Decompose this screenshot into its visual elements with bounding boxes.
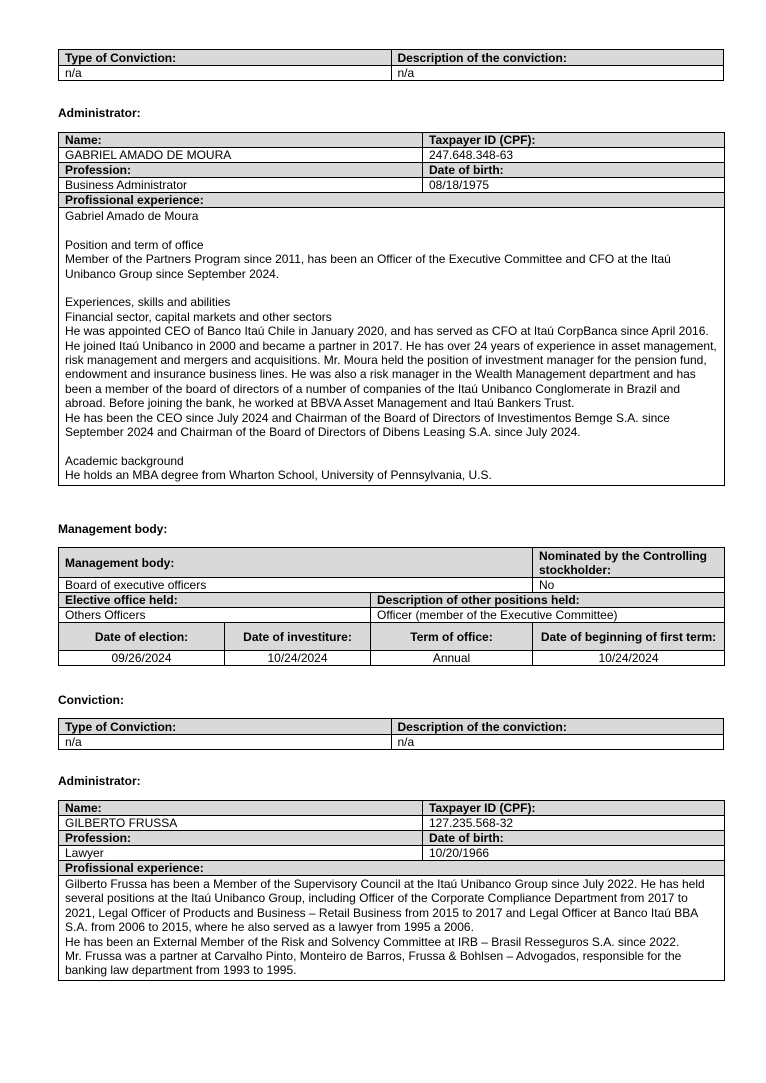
date-of-birth-value: 08/18/1975	[423, 178, 725, 193]
date-of-election-header: Date of election:	[59, 623, 225, 651]
type-of-conviction-header: Type of Conviction:	[59, 719, 392, 735]
management-body-value: Board of executive officers	[59, 578, 533, 593]
professional-experience-header: Profissional experience:	[59, 861, 725, 876]
date-of-first-term-header: Date of beginning of first term:	[533, 623, 725, 651]
description-of-conviction-value: n/a	[391, 66, 724, 81]
administrator-section-label: Administrator:	[58, 106, 141, 120]
type-of-conviction-header: Type of Conviction:	[59, 50, 392, 66]
term-of-office-value: Annual	[371, 651, 533, 666]
management-body-table	[58, 547, 724, 666]
profession-value: Lawyer	[59, 846, 423, 861]
professional-experience-body	[59, 876, 725, 981]
experience-name: Gabriel Amado de Moura	[65, 209, 199, 223]
experience-skills-text-1: He was appointed CEO of Banco Itaú Chile in January 2020, and has served as CFO at Itaú CorpBanca since April 2016. He joined Itaú Unibanco in 2000 and became a partner in 2017. He has over 24 years of experience in asset management, risk management and mergers and acquisitions. Mr. Moura held the position of investment manager for the pension fund, endowment and insurance business lines. He was also a risk manager in the Wealth Management department and has been a member of the board of directors of a number of companies of the Itaú Unibanco Conglomerate in Brazil and abroad. Before joining the bank, he worked at BBVA Asset Management and Itaú Bankers Trust.	[65, 324, 717, 411]
date-of-birth-header: Date of birth:	[423, 163, 725, 178]
date-of-investiture-value: 10/24/2024	[225, 651, 371, 666]
type-of-conviction-value: n/a	[59, 735, 392, 750]
management-body-header: Management body:	[59, 548, 533, 578]
profession-header: Profession:	[59, 163, 423, 178]
date-of-investiture-header: Date of investiture:	[225, 623, 371, 651]
profession-value: Business Administrator	[59, 178, 423, 193]
nominated-by-controlling-header: Nominated by the Controlling stockholder:	[533, 548, 725, 578]
administrator-2-table	[58, 800, 724, 981]
description-of-conviction-header: Description of the conviction:	[391, 719, 724, 735]
other-positions-header: Description of other positions held:	[371, 593, 725, 608]
experience-text-3: Mr. Frussa was a partner at Carvalho Pinto, Monteiro de Barros, Frussa & Bohlsen – Advogados, responsible for the banking law department from 1993 to 1995.	[65, 949, 682, 978]
administrator-section-label: Administrator:	[58, 774, 141, 788]
administrator-1-table	[58, 132, 724, 486]
date-of-first-term-value: 10/24/2024	[533, 651, 725, 666]
date-of-birth-value: 10/20/1966	[423, 846, 725, 861]
conviction-table-top	[58, 49, 724, 81]
experience-position-text: Member of the Partners Program since 2011, has been an Officer of the Executive Committee and CFO at the Itaú Unibanco Group since September 2024.	[65, 252, 671, 281]
name-header: Name:	[59, 801, 423, 816]
type-of-conviction-value: n/a	[59, 66, 392, 81]
management-body-section-label: Management body:	[58, 522, 168, 536]
conviction-table	[58, 718, 724, 750]
experience-text-2: He has been an External Member of the Risk and Solvency Committee at IRB – Brasil Resseguros S.A. since 2022.	[65, 934, 680, 949]
elective-office-value: Others Officers	[59, 608, 371, 623]
professional-experience-body	[59, 208, 725, 486]
experience-skills-title: Experiences, skills and abilities	[65, 295, 231, 310]
description-of-conviction-value: n/a	[391, 735, 724, 750]
profession-header: Profession:	[59, 831, 423, 846]
conviction-section-label: Conviction:	[58, 693, 124, 707]
description-of-conviction-header: Description of the conviction:	[391, 50, 724, 66]
experience-skills-text-2: He has been the CEO since July 2024 and Chairman of the Board of Directors of Investimentos Bemge S.A. since September 2024 and Chairman of the Board of Directors of Dibens Leasing S.A. since July 2024.	[65, 410, 670, 440]
cpf-value: 127.235.568-32	[423, 816, 725, 831]
cpf-header: Taxpayer ID (CPF):	[423, 133, 725, 148]
experience-academic-title: Academic background	[65, 453, 184, 468]
date-of-birth-header: Date of birth:	[423, 831, 725, 846]
experience-academic-text: He holds an MBA degree from Wharton School, University of Pennsylvania, U.S.	[65, 468, 492, 483]
name-value: GABRIEL AMADO DE MOURA	[59, 148, 423, 163]
professional-experience-header: Profissional experience:	[59, 193, 725, 208]
date-of-election-value: 09/26/2024	[59, 651, 225, 666]
other-positions-value: Officer (member of the Executive Committee)	[371, 608, 725, 623]
experience-position-title: Position and term of office	[65, 237, 204, 252]
nominated-by-controlling-value: No	[533, 578, 725, 593]
experience-text-1: Gilberto Frussa has been a Member of the Supervisory Council at the Itaú Unibanco Group since July 2022. He has held several positions at the Itaú Unibanco Group, including Officer of the Corporate Compliance Department from 2017 to 2021, Legal Officer of Products and Business – Retail Business from 2015 to 2017 and Legal Officer at Banco Itaú BBA S.A. from 2006 to 2015, where he also served as a lawyer from 1995 a 2006.	[65, 877, 705, 935]
elective-office-header: Elective office held:	[59, 593, 371, 608]
name-value: GILBERTO FRUSSA	[59, 816, 423, 831]
name-header: Name:	[59, 133, 423, 148]
experience-skills-subtitle: Financial sector, capital markets and other sectors	[65, 309, 332, 324]
term-of-office-header: Term of office:	[371, 623, 533, 651]
cpf-header: Taxpayer ID (CPF):	[423, 801, 725, 816]
cpf-value: 247.648.348-63	[423, 148, 725, 163]
